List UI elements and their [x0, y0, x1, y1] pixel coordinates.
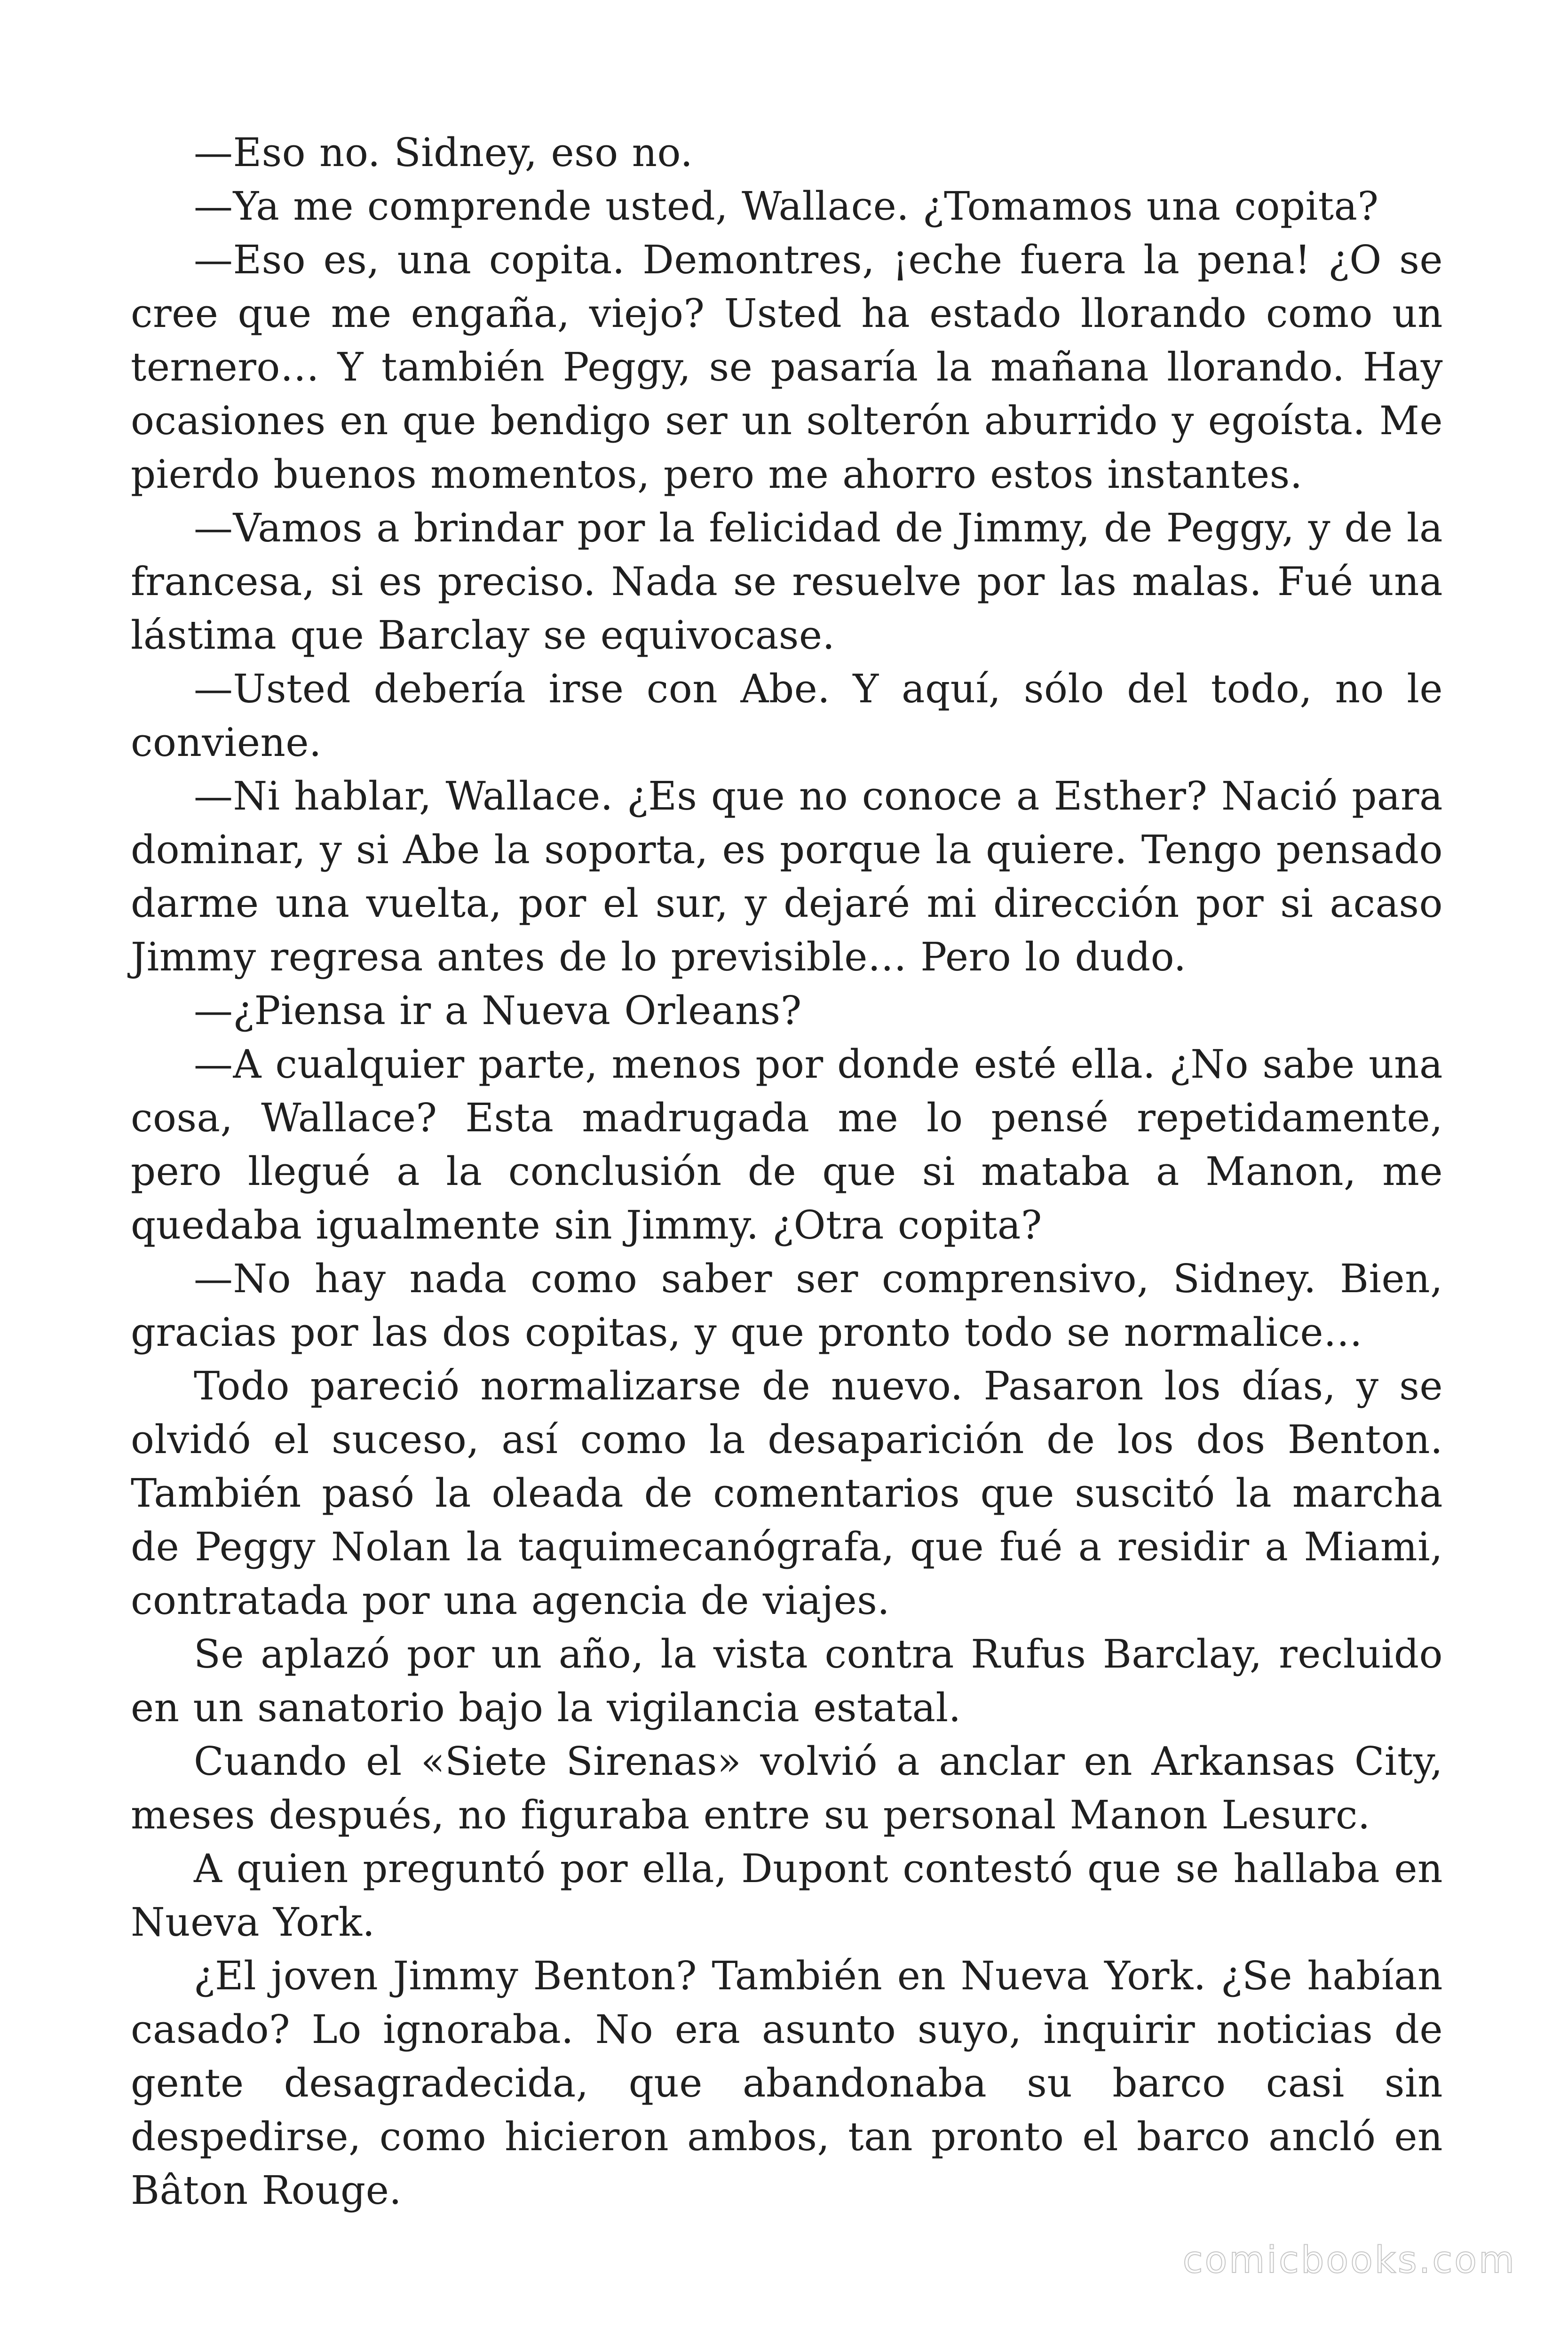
body-text	[131, 126, 1443, 2217]
paragraph: —Vamos a brindar por la felicidad de Jimmy, de Peggy, y de la francesa, si es preciso. Nada se resuelve por las malas. Fué una lástima que Barclay se equivocase.	[131, 505, 1443, 658]
paragraph: —Eso es, una copita. Demontres, ¡eche fuera la pena! ¿O se cree que me engaña, viejo? Usted ha estado llorando como un ternero… Y también Peggy, se pasaría la mañana llorando. Hay ocasiones en que bendigo ser un solterón aburrido y egoísta. Me pierdo buenos momentos, pero me ahorro estos instantes.	[131, 237, 1443, 497]
paragraph: Todo pareció normalizarse de nuevo. Pasaron los días, y se olvidó el suceso, así como la desaparición de los dos Benton. También pasó la oleada de comentarios que suscitó la marcha de Peggy Nolan la taquimecanógrafa, que fué a residir a Miami, contratada por una agencia de viajes.	[131, 1363, 1443, 1623]
paragraph: —¿Piensa ir a Nueva Orleans?	[194, 988, 802, 1033]
paragraph: —Ya me comprende usted, Wallace. ¿Tomamos una copita?	[194, 183, 1379, 229]
paragraph: —Eso no. Sidney, eso no.	[194, 130, 693, 175]
paragraph: —Ni hablar, Wallace. ¿Es que no conoce a Esther? Nació para dominar, y si Abe la soporta, es porque la quiere. Tengo pensado darme una vuelta, por el sur, y dejaré mi dirección por si acaso Jimmy regresa antes de lo previsible… Pero lo dudo.	[131, 773, 1443, 980]
paragraph: —A cualquier parte, menos por donde esté ella. ¿No sabe una cosa, Wallace? Esta madrugada me lo pensé repetidamente, pero llegué a la conclusión de que si mataba a Manon, me quedaba igualmente sin Jimmy. ¿Otra copita?	[131, 1041, 1443, 1248]
paragraph: ¿El joven Jimmy Benton? También en Nueva York. ¿Se habían casado? Lo ignoraba. No era asunto suyo, inquirir noticias de gente desagradecida, que abandonaba su barco casi sin despedirse, como hicieron ambos, tan pronto el barco ancló en Bâton Rouge.	[131, 1953, 1443, 2213]
paragraph: Cuando el «Siete Sirenas» volvió a anclar en Arkansas City, meses después, no figuraba entre su personal Manon Lesurc.	[131, 1739, 1443, 1838]
paragraph: —Usted debería irse con Abe. Y aquí, sólo del todo, no le conviene.	[131, 666, 1443, 765]
watermark: comicbooks.com	[1182, 2239, 1516, 2281]
paragraph: Se aplazó por un año, la vista contra Rufus Barclay, recluido en un sanatorio bajo la vigilancia estatal.	[131, 1631, 1443, 1731]
paragraph: A quien preguntó por ella, Dupont contestó que se hallaba en Nueva York.	[131, 1846, 1443, 1945]
paragraph: —No hay nada como saber ser comprensivo, Sidney. Bien, gracias por las dos copitas, y que pronto todo se normalice…	[131, 1256, 1443, 1355]
